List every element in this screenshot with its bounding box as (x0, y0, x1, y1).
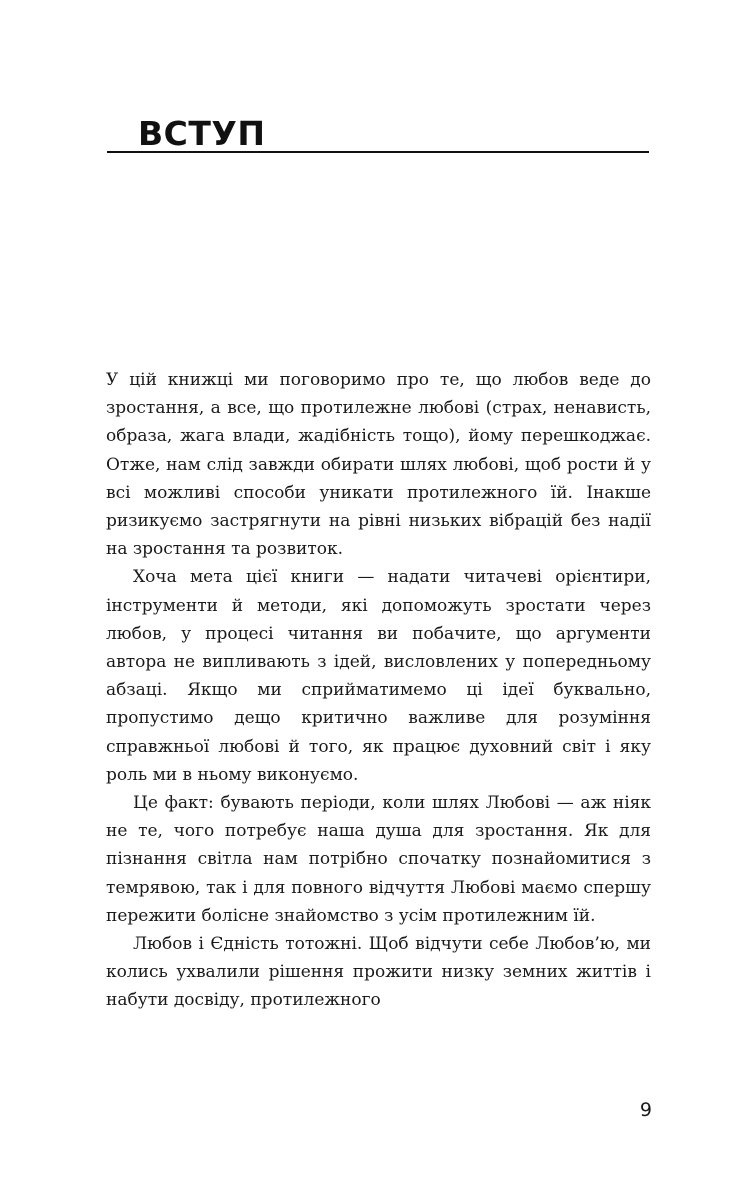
page-number: 9 (639, 1099, 652, 1121)
chapter-title: ВСТУП (138, 114, 266, 153)
title-underline (107, 151, 649, 153)
paragraph-3: Це факт: бувають періоди, коли шлях Любові — аж ніяк не те, чого потребує наша душа для зростання. Як для пізнання світла нам потрібно спочатку познайомитися з темрявою, так і для повного відчуття Любові маємо спершу пережити болісне знайомство з усім протилежним їй. (106, 793, 651, 926)
body-text (106, 366, 651, 1015)
paragraph-4: Любов і Єдність тотожні. Щоб відчути себе Любов’ю, ми колись ухвалили рішення прожити низку земних життів і набути досвіду, протилежного (106, 934, 651, 1011)
paragraph-1: У цій книжці ми поговоримо про те, що любов веде до зростання, а все, що протилежне любові (страх, ненависть, образа, жага влади, жадібність тощо), йому перешкоджає. Отже, нам слід завжди обирати шлях любові, щоб рости й у всі можливі способи уникати протилежного їй. Інакше ризикуємо застрягнути на рівні низьких вібрацій без надії на зростання та розвиток. (106, 370, 651, 560)
paragraph-2: Хоча мета цієї книги — надати читачеві орієнтири, інструменти й методи, які допоможуть зростати через любов, у процесі читання ви побачите, що аргументи автора не випливають з ідей, висловлених у попередньому абзаці. Якщо ми сприйматимемо ці ідеї буквально, пропустимо дещо критично важливе для розуміння справжньої любові й того, як працює духовний світ і яку роль ми в ньому виконуємо. (106, 567, 651, 785)
